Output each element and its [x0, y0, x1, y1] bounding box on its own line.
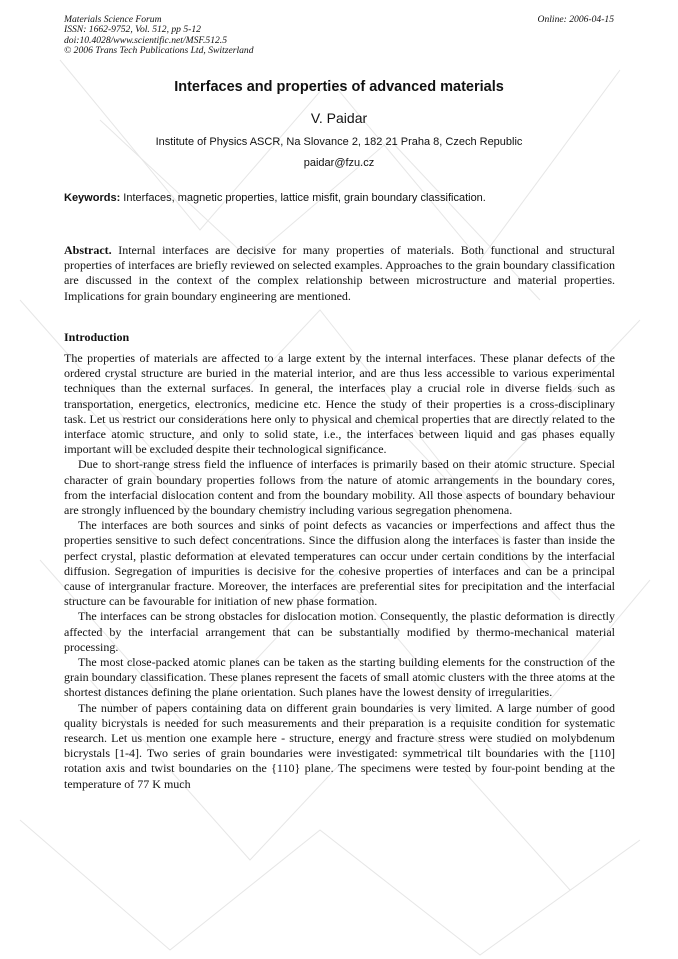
- author-email: paidar@fzu.cz: [303, 157, 375, 169]
- issn-line: ISSN: 1662-9752, Vol. 512, pp 5-12: [64, 24, 201, 36]
- affiliation: Institute of Physics ASCR, Na Slovance 2, 182 21 Praha 8, Czech Republic: [155, 136, 523, 148]
- keywords: [64, 192, 616, 204]
- paragraph: The interfaces can be strong obstacles for dislocation motion. Consequently, the plastic deformation is directly affected by the interfacial arrangement that can be substantially modified by thermo-mechanical material processing.: [64, 609, 615, 654]
- paragraph: The most close-packed atomic planes can be taken as the starting building elements for the construction of the grain boundary classification. These planes represent the facets of small atomic clusters with the three atoms at the shortest distances defining the plane orientation. Such planes have the lowest density of irregularities.: [64, 655, 615, 700]
- author-name: V. Paidar: [310, 110, 368, 126]
- abstract: [64, 243, 615, 304]
- paragraph: The properties of materials are affected to a large extent by the internal interfaces. These planar defects of the ordered crystal structure are buried in the material interior, and are thus less accessible to various experimental techniques than the external surfaces. In general, the interfaces play a crucial role in diverse fields such as transportation, energetics, electronics, medicine etc. Hence the study of their properties is a cross-disciplinary task. Let us restrict our considerations here only to physical and chemical properties that are directly related to the interface atomic structure, and only to solid state, i.e., the interfaces between liquid and gas phases equally important will be excluded despite their technological significance.: [64, 351, 615, 457]
- abstract-label: Abstract.: [64, 243, 112, 257]
- online-date: Online: 2006-04-15: [537, 14, 614, 25]
- journal-header: [64, 15, 254, 57]
- journal-name: Materials Science Forum: [64, 14, 162, 25]
- introduction-body: [64, 351, 615, 792]
- section-heading-introduction: Introduction: [64, 330, 130, 344]
- abstract-text: Internal interfaces are decisive for many properties of materials. Both functional and structural properties of interfaces are briefly reviewed on selected examples. Approaches to the grain boundary classification are discussed in the context of the complex relationship between microstructure and material properties. Implications for grain boundary engineering are mentioned.: [64, 243, 615, 303]
- copyright-line: © 2006 Trans Tech Publications Ltd, Switzerland: [64, 45, 254, 57]
- paragraph: The interfaces are both sources and sinks of point defects as vacancies or imperfections and affect thus the properties sensitive to such defect concentrations. Since the diffusion along the interfaces is faster than inside the perfect crystal, plastic deformation at elevated temperatures can occur under certain conditions by the interfacial diffusion. Segregation of impurities is decisive for the cohesive properties of interfaces and can be a principal cause of intergranular fracture. Moreover, the interfaces are preferential sites for precipitation and the interfacial structure can be favourable for initiation of new phase formation.: [64, 518, 615, 609]
- paragraph: The number of papers containing data on different grain boundaries is very limited. A large number of good quality bicrystals is needed for such measurements and their preparation is a requisite condition for systematic research. Let us mention one example here - structure, energy and fracture stress were studied on molybdenum bicrystals [1-4]. Two series of grain boundaries were investigated: symmetrical tilt boundaries with the [110] rotation axis and twist boundaries on the {110} plane. The specimens were tested by four-point bending at the temperature of 77 K much: [64, 700, 615, 791]
- paragraph: Due to short-range stress field the influence of interfaces is primarily based on their atomic structure. Special character of grain boundary properties follows from the nature of atomic arrangements in the boundary cores, from the interfacial dislocation content and from the boundary mobility. All those aspects of boundary behaviour are strongly influenced by the boundary chemistry including various segregation phenomena.: [64, 457, 615, 518]
- doi-line: doi:10.4028/www.scientific.net/MSF.512.5: [64, 34, 227, 46]
- keywords-label: Keywords:: [64, 192, 121, 204]
- paper-title: Interfaces and properties of advanced materials: [174, 79, 504, 95]
- keywords-text: Interfaces, magnetic properties, lattice misfit, grain boundary classification.: [120, 192, 486, 204]
